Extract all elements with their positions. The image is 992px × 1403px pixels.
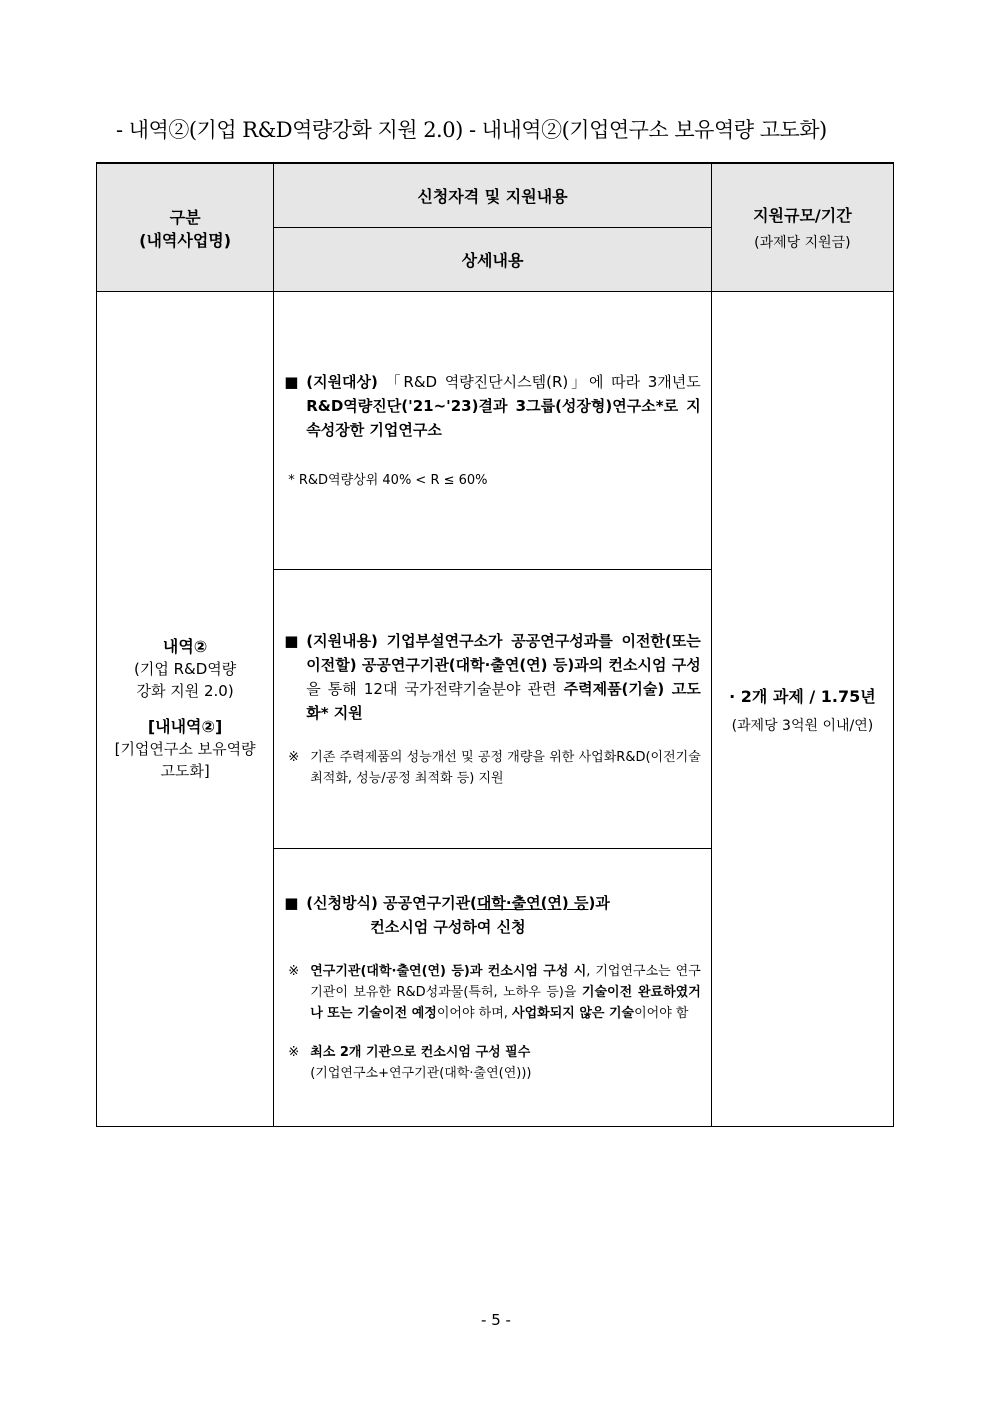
method-note-2: 최소 2개 기관으로 컨소시엄 구성 필수 (기업연구소+연구기관(대학·출연(연))) [310,1045,532,1081]
method-note-1: 연구기관(대학·출연(연) 등)과 컨소시엄 구성 시, 기업연구소는 연구기관이 보유한 R&D성과물(특허, 노하우 등)을 기술이전 완료하였거나 또는 기술이전 예정이어야 하며, 사업화되지 않은 기술이어야 함 [310,964,701,1021]
reference-mark-icon: ※ [288,964,300,979]
section-title: - 내역②(기업 R&D역량강화 지원 2.0) - 내내역②(기업연구소 보유역량 고도화) [116,118,827,142]
square-bullet-icon: ■ [284,894,299,912]
content-text: (지원내용) 기업부설연구소가 공공연구성과를 이전한(또는 이전할) 공공연구기관(대학·출연(연) 등)과의 컨소시엄 구성을 통해 12대 국가전략기술분야 관련 주력제품(기술) 고도화* 지원 [306,632,701,722]
header-category-label: 구분 [169,207,201,227]
category-subprogram-desc-2: 고도화] [160,762,210,780]
target-cell [274,292,712,570]
content-cell [274,570,712,849]
reference-mark-icon: ※ [288,1045,300,1060]
square-bullet-icon: ■ [284,632,299,650]
header-scale-label: 지원규모/기간 [753,206,852,225]
scale-value: · 2개 과제 / 1.75년 [729,686,876,706]
header-eligibility: 신청자격 및 지원내용 [274,163,712,228]
content-note: 기존 주력제품의 성능개선 및 공정 개량을 위한 사업화R&D(이전기술 최적화, 성능/공정 최적화 등) 지원 [310,750,701,786]
header-scale [711,163,893,292]
program-table [96,162,894,1127]
target-text: (지원대상) 「R&D 역량진단시스템(R)」에 따라 3개년도 R&D역량진단('21~'23)결과 3그룹(성장형)연구소*로 지속성장한 기업연구소 [306,373,701,439]
page-number: - 5 - [481,1311,511,1329]
target-note: * R&D역량상위 40% < R ≤ 60% [288,473,488,488]
square-bullet-icon: ■ [284,373,299,391]
reference-mark-icon: ※ [288,750,300,765]
method-text: (신청방식) 공공연구기관(대학·출연(연) 등)과 컨소시엄 구성하여 신청 [306,894,610,936]
scale-cell [711,292,893,1127]
header-category [97,163,274,292]
scale-amount: (과제당 3억원 이내/연) [731,717,874,734]
category-subprogram: [내내역②] [147,717,223,736]
category-cell [97,292,274,1127]
header-scale-sub: (과제당 지원금) [754,235,851,251]
category-program: 내역② [162,637,208,656]
method-cell [274,849,712,1127]
category-subprogram-desc-1: [기업연구소 보유역량 [114,740,256,758]
header-details: 상세내용 [274,228,712,292]
header-category-sub: (내역사업명) [139,230,232,250]
category-program-desc-1: (기업 R&D역량 [133,660,237,678]
category-program-desc-2: 강화 지원 2.0) [136,682,234,700]
